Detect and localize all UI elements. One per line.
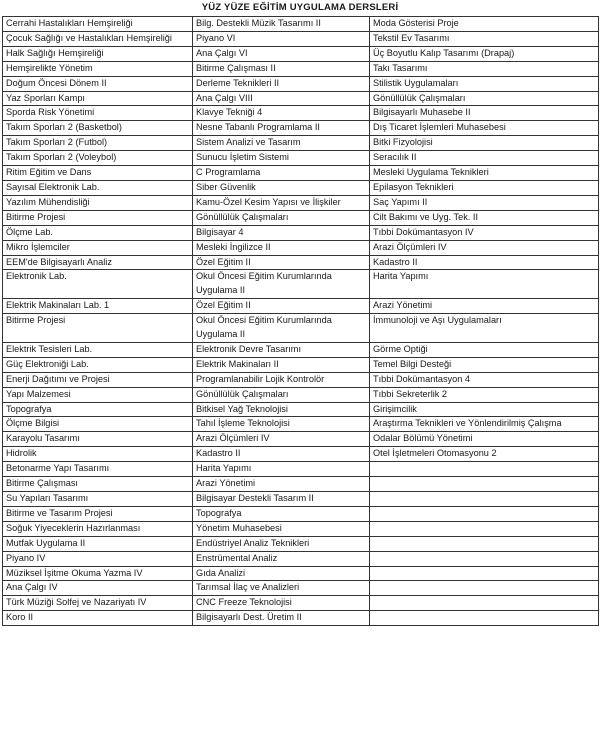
table-cell: Harita Yapımı	[370, 270, 599, 299]
table-cell: Bitirme Çalışması II	[193, 61, 370, 76]
table-cell: Bilgisayarlı Dest. Üretim II	[193, 611, 370, 626]
table-row	[3, 255, 599, 270]
table-row	[3, 462, 599, 477]
table-cell	[370, 477, 599, 492]
table-row	[3, 195, 599, 210]
table-cell: Tekstil Ev Tasarımı	[370, 31, 599, 46]
table-cell: Elektronik Lab.	[3, 270, 193, 299]
table-cell: Tıbbi Sekreterlik 2	[370, 387, 599, 402]
table-cell: Takım Sporları 2 (Futbol)	[3, 136, 193, 151]
table-cell: Kadastro II	[193, 447, 370, 462]
table-cell: Ana Çalgı VIII	[193, 91, 370, 106]
table-cell: Elektrik Makinaları Lab. 1	[3, 299, 193, 314]
table-cell: Odalar Bölümü Yönetimi	[370, 432, 599, 447]
table-cell: Enstrümental Analiz	[193, 551, 370, 566]
table-row	[3, 61, 599, 76]
table-cell: Takı Tasarımı	[370, 61, 599, 76]
table-cell: Bilgisayarlı Muhasebe II	[370, 106, 599, 121]
table-cell: Arazi Yönetimi	[370, 299, 599, 314]
table-cell: Bitirme Çalışması	[3, 477, 193, 492]
table-cell: CNC Freeze Teknolojisi	[193, 596, 370, 611]
table-cell: Takım Sporları 2 (Basketbol)	[3, 121, 193, 136]
table-cell: Bitirme Projesi	[3, 210, 193, 225]
table-row	[3, 210, 599, 225]
table-cell	[370, 581, 599, 596]
table-cell: Gönüllülük Çalışmaları	[370, 91, 599, 106]
table-cell: Çocuk Sağlığı ve Hastalıkları Hemşireliği	[3, 31, 193, 46]
table-cell: Girişimcilik	[370, 402, 599, 417]
table-cell: Stilistik Uygulamaları	[370, 76, 599, 91]
table-cell: Topografya	[3, 402, 193, 417]
table-cell: Sunucu İşletim Sistemi	[193, 151, 370, 166]
table-cell: Elektrik Makinaları II	[193, 357, 370, 372]
table-cell: Hidrolik	[3, 447, 193, 462]
table-cell: Gönüllülük Çalışmaları	[193, 387, 370, 402]
table-cell: Koro II	[3, 611, 193, 626]
table-cell: Klavye Tekniği 4	[193, 106, 370, 121]
table-cell: Ana Çalgı IV	[3, 581, 193, 596]
table-cell	[370, 521, 599, 536]
table-cell: Özel Eğitim II	[193, 299, 370, 314]
table-cell: Cerrahi Hastalıkları Hemşireliği	[3, 17, 193, 32]
document-title: YÜZ YÜZE EĞİTİM UYGULAMA DERSLERİ	[201, 2, 399, 13]
table-cell: Mesleki İngilizce II	[193, 240, 370, 255]
table-row	[3, 91, 599, 106]
table-row	[3, 372, 599, 387]
table-cell: Kamu-Özel Kesim Yapısı ve İlişkiler	[193, 195, 370, 210]
table-cell: Doğum Öncesi Dönem II	[3, 76, 193, 91]
table-cell	[370, 551, 599, 566]
table-cell: Araştırma Teknikleri ve Yönlendirilmiş Çalışma	[370, 417, 599, 432]
table-cell: Topografya	[193, 506, 370, 521]
table-cell: Sayısal Elektronik Lab.	[3, 180, 193, 195]
table-cell: Sporda Risk Yönetimi	[3, 106, 193, 121]
table-row	[3, 299, 599, 314]
table-cell: Mesleki Uygulama Teknikleri	[370, 166, 599, 181]
table-row	[3, 342, 599, 357]
table-cell: Türk Müziği Solfej ve Nazariyatı IV	[3, 596, 193, 611]
table-row	[3, 270, 599, 299]
table-row	[3, 387, 599, 402]
table-cell: Tarımsal İlaç ve Analizleri	[193, 581, 370, 596]
table-cell: Seracılık II	[370, 151, 599, 166]
table-cell: Özel Eğitim II	[193, 255, 370, 270]
table-cell: Müziksel İşitme Okuma Yazma IV	[3, 566, 193, 581]
table-row	[3, 357, 599, 372]
table-row	[3, 506, 599, 521]
table-cell: Hemşirelikte Yönetim	[3, 61, 193, 76]
table-cell: Tıbbi Dokümantasyon IV	[370, 225, 599, 240]
table-row	[3, 225, 599, 240]
table-cell	[370, 611, 599, 626]
table-row	[3, 180, 599, 195]
table-cell: Nesne Tabanlı Programlama II	[193, 121, 370, 136]
table-cell: Görme Optiği	[370, 342, 599, 357]
table-cell: Üç Boyutlu Kalıp Tasarımı (Drapaj)	[370, 46, 599, 61]
table-cell: Temel Bilgi Desteği	[370, 357, 599, 372]
table-cell: Tıbbi Dokümantasyon 4	[370, 372, 599, 387]
table-row	[3, 581, 599, 596]
table-cell: Yazılım Mühendisliği	[3, 195, 193, 210]
table-row	[3, 596, 599, 611]
table-cell: Dış Ticaret İşlemleri Muhasebesi	[370, 121, 599, 136]
table-cell: Saç Yapımı II	[370, 195, 599, 210]
table-cell: Takım Sporları 2 (Voleybol)	[3, 151, 193, 166]
table-cell: EEM'de Bilgisayarlı Analiz	[3, 255, 193, 270]
table-row	[3, 521, 599, 536]
table-cell: Mutfak Uygulama II	[3, 536, 193, 551]
table-row	[3, 106, 599, 121]
table-cell: Bitkisel Yağ Teknolojisi	[193, 402, 370, 417]
table-cell: Siber Güvenlik	[193, 180, 370, 195]
table-row	[3, 136, 599, 151]
table-cell: Enerji Dağıtımı ve Projesi	[3, 372, 193, 387]
table-row	[3, 492, 599, 507]
table-row	[3, 31, 599, 46]
table-row	[3, 121, 599, 136]
table-cell: Otel İşletmeleri Otomasyonu 2	[370, 447, 599, 462]
table-row	[3, 166, 599, 181]
table-row	[3, 17, 599, 32]
table-row	[3, 477, 599, 492]
table-cell: Bitki Fizyolojisi	[370, 136, 599, 151]
table-row	[3, 432, 599, 447]
table-row	[3, 402, 599, 417]
table-cell	[370, 462, 599, 477]
table-cell: Endüstriyel Analiz Teknikleri	[193, 536, 370, 551]
course-table	[2, 16, 599, 626]
table-cell: Gönüllülük Çalışmaları	[193, 210, 370, 225]
table-cell: C Programlama	[193, 166, 370, 181]
table-cell: Bilg. Destekli Müzik Tasarımı II	[193, 17, 370, 32]
table-cell: İmmunoloji ve Aşı Uygulamaları	[370, 314, 599, 343]
table-cell: Arazi Ölçümleri IV	[193, 432, 370, 447]
table-cell: Gıda Analizi	[193, 566, 370, 581]
table-cell: Moda Gösterisi Proje	[370, 17, 599, 32]
table-cell: Mikro İşlemciler	[3, 240, 193, 255]
table-cell: Ölçme Bilgisi	[3, 417, 193, 432]
table-row	[3, 46, 599, 61]
table-cell: Bitirme Projesi	[3, 314, 193, 343]
table-cell: Soğuk Yiyeceklerin Hazırlanması	[3, 521, 193, 536]
table-cell: Epilasyon Teknikleri	[370, 180, 599, 195]
table-cell: Ölçme Lab.	[3, 225, 193, 240]
table-cell: Elektrik Tesisleri Lab.	[3, 342, 193, 357]
table-cell: Ana Çalgı VI	[193, 46, 370, 61]
table-cell: Bitirme ve Tasarım Projesi	[3, 506, 193, 521]
table-cell: Cilt Bakımı ve Uyg. Tek. II	[370, 210, 599, 225]
table-cell: Bilgisayar 4	[193, 225, 370, 240]
table-cell	[370, 506, 599, 521]
table-row	[3, 151, 599, 166]
table-cell: Derleme Teknikleri II	[193, 76, 370, 91]
table-cell: Betonarme Yapı Tasarımı	[3, 462, 193, 477]
table-row	[3, 314, 599, 343]
table-row	[3, 566, 599, 581]
table-cell: Programlanabilir Lojik Kontrolör	[193, 372, 370, 387]
table-cell: Sistem Analizi ve Tasarım	[193, 136, 370, 151]
course-table-body	[3, 17, 599, 626]
table-cell	[370, 492, 599, 507]
table-cell: Yönetim Muhasebesi	[193, 521, 370, 536]
table-cell: Arazi Yönetimi	[193, 477, 370, 492]
table-cell: Ritim Eğitim ve Dans	[3, 166, 193, 181]
table-cell	[370, 596, 599, 611]
table-row	[3, 551, 599, 566]
table-cell	[370, 536, 599, 551]
table-cell: Kadastro II	[370, 255, 599, 270]
table-row	[3, 536, 599, 551]
table-cell: Okul Öncesi Eğitim Kurumlarında Uygulama II	[193, 270, 370, 299]
table-cell: Bilgisayar Destekli Tasarım II	[193, 492, 370, 507]
table-cell: Piyano IV	[3, 551, 193, 566]
table-cell: Tahıl İşleme Teknolojisi	[193, 417, 370, 432]
table-cell: Yaz Sporları Kampı	[3, 91, 193, 106]
table-row	[3, 76, 599, 91]
table-row	[3, 447, 599, 462]
table-cell: Harita Yapımı	[193, 462, 370, 477]
table-cell: Arazi Ölçümleri IV	[370, 240, 599, 255]
table-row	[3, 417, 599, 432]
table-cell: Su Yapıları Tasarımı	[3, 492, 193, 507]
table-cell: Piyano VI	[193, 31, 370, 46]
table-cell: Halk Sağlığı Hemşireliği	[3, 46, 193, 61]
table-cell: Yapı Malzemesi	[3, 387, 193, 402]
table-cell: Elektronik Devre Tasarımı	[193, 342, 370, 357]
table-row	[3, 240, 599, 255]
table-cell: Karayolu Tasarımı	[3, 432, 193, 447]
table-cell: Okul Öncesi Eğitim Kurumlarında Uygulama II	[193, 314, 370, 343]
table-row	[3, 611, 599, 626]
table-cell: Güç Elektroniği Lab.	[3, 357, 193, 372]
table-cell	[370, 566, 599, 581]
